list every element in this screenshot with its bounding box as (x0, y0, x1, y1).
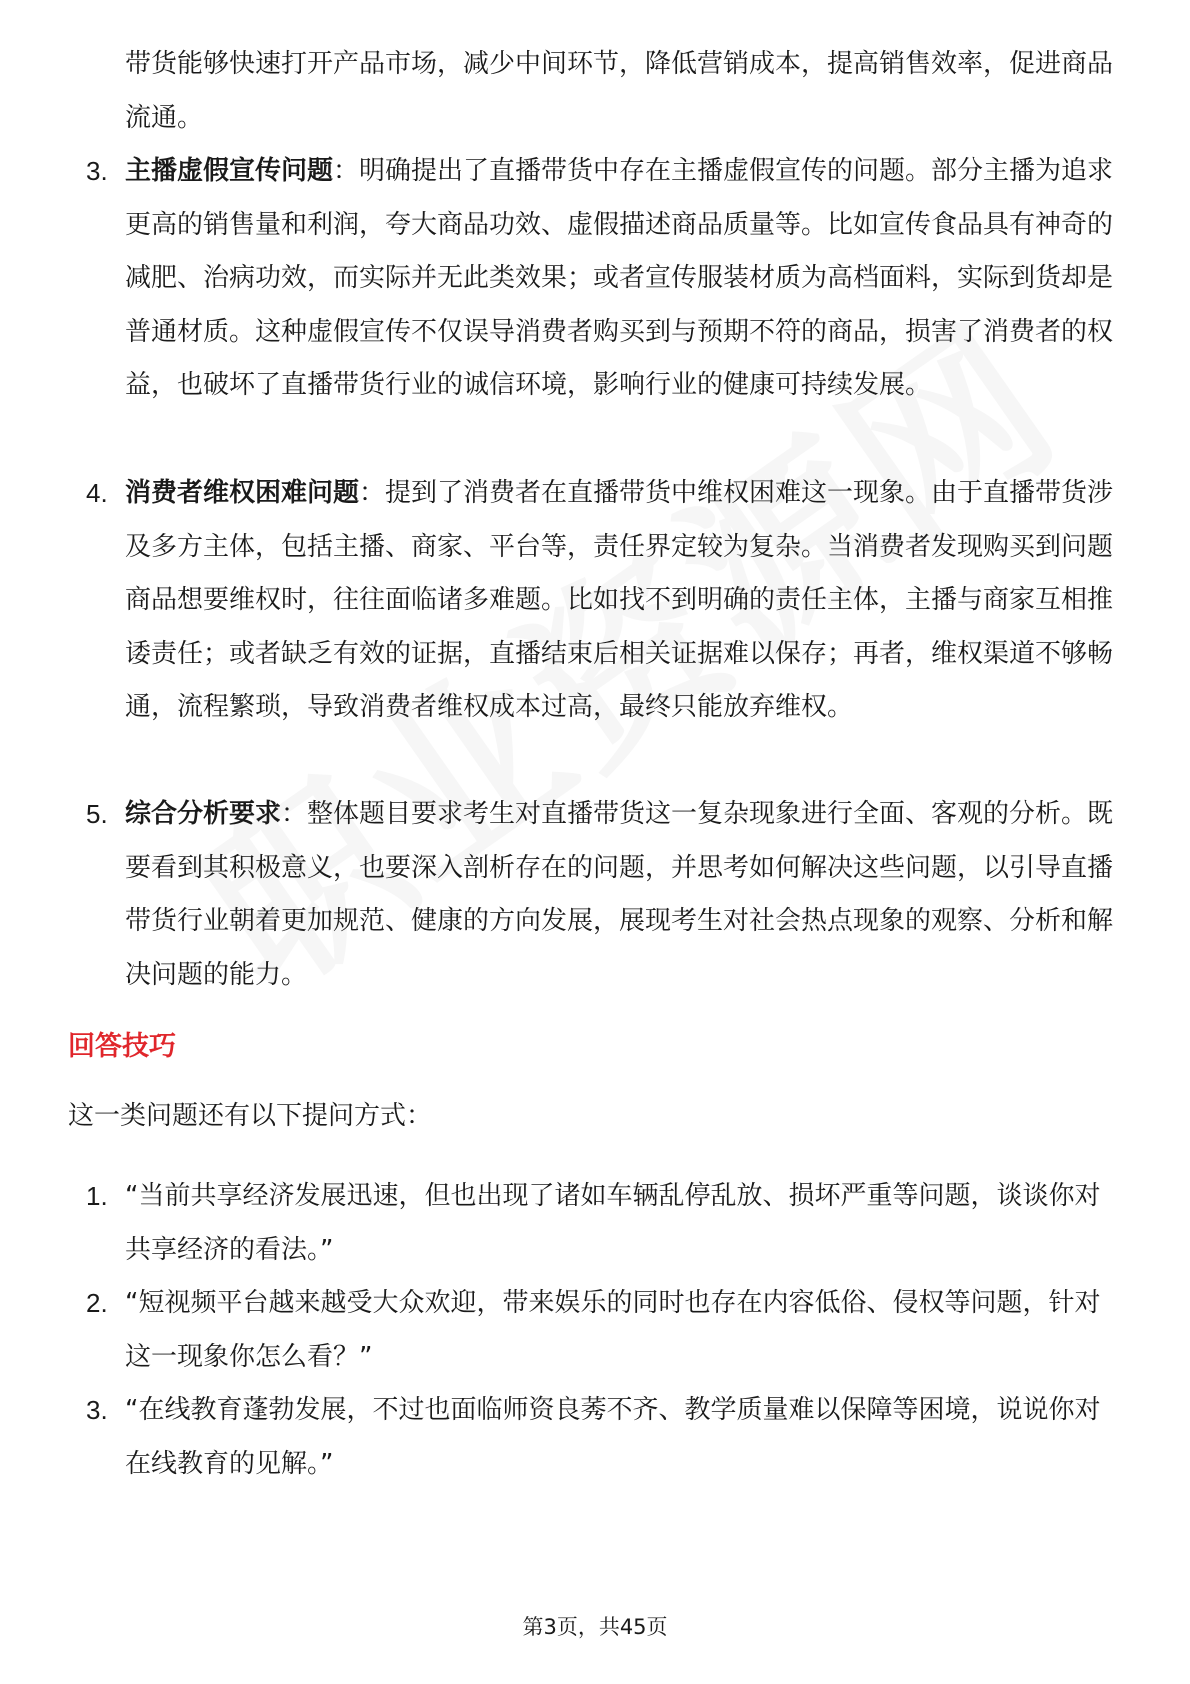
list-number: 2. (86, 1288, 108, 1318)
section-heading: 回答技巧 (68, 1031, 176, 1062)
list-number: 3. (86, 1395, 108, 1425)
point-title: 消费者维权困难问题 (125, 478, 360, 508)
list-number: 3. (86, 156, 108, 186)
list-item-body (125, 467, 1120, 735)
point-text: ：提到了消费者在直播带货中维权困难这一现象。由于直播带货涉及多方主体，包括主播、商家、平台等，责任界定较为复杂。当消费者发现购买到问题商品想要维权时，往往面临诸多难题。比如找不到明确的责任主体，主播与商家互相推诿责任；或者缺乏有效的证据，直播结束后相关证据难以保存；再者，维权渠道不够畅通，流程繁琐，导致消费者维权成本过高，最终只能放弃维权。 (125, 478, 1114, 722)
continuation-paragraph: 带货能够快速打开产品市场，减少中间环节，降低营销成本，提高销售效率，促进商品流通。 (125, 49, 1114, 133)
point-title: 综合分析要求 (125, 799, 282, 829)
question-text: “在线教育蓬勃发展，不过也面临师资良莠不齐、教学质量难以保障等困境，说说你对在线教育的见解。” (125, 1395, 1101, 1479)
list-item-body (125, 145, 1120, 413)
point-text: ：明确提出了直播带货中存在主播虚假宣传的问题。部分主播为追求更高的销售量和利润，夸大商品功效、虚假描述商品质量等。比如宣传食品具有神奇的减肥、治病功效，而实际并无此类效果；或者宣传服装材质为高档面料，实际到货却是普通材质。这种虚假宣传不仅误导消费者购买到与预期不符的商品，损害了消费者的权益，也破坏了直播带货行业的诚信环境，影响行业的健康可持续发展。 (125, 156, 1114, 400)
question-text: “短视频平台越来越受大众欢迎，带来娱乐的同时也存在内容低俗、侵权等问题，针对这一现象你怎么看？” (125, 1288, 1101, 1372)
point-title: 主播虚假宣传问题 (125, 156, 334, 186)
point-text: ：整体题目要求考生对直播带货这一复杂现象进行全面、客观的分析。既要看到其积极意义，也要深入剖析存在的问题，并思考如何解决这些问题，以引导直播带货行业朝着更加规范、健康的方向发展，展现考生对社会热点现象的观察、分析和解决问题的能力。 (125, 799, 1114, 990)
list-number: 4. (86, 478, 108, 508)
list-item-body (125, 788, 1120, 1002)
question-text: “当前共享经济发展迅速，但也出现了诸如车辆乱停乱放、损坏严重等问题，谈谈你对共享经济的看法。” (125, 1181, 1101, 1265)
list-number: 1. (86, 1181, 108, 1211)
list-number: 5. (86, 799, 108, 829)
page-footer: 第3页，共45页 (522, 1615, 668, 1639)
intro-text: 这一类问题还有以下提问方式： (68, 1101, 433, 1131)
